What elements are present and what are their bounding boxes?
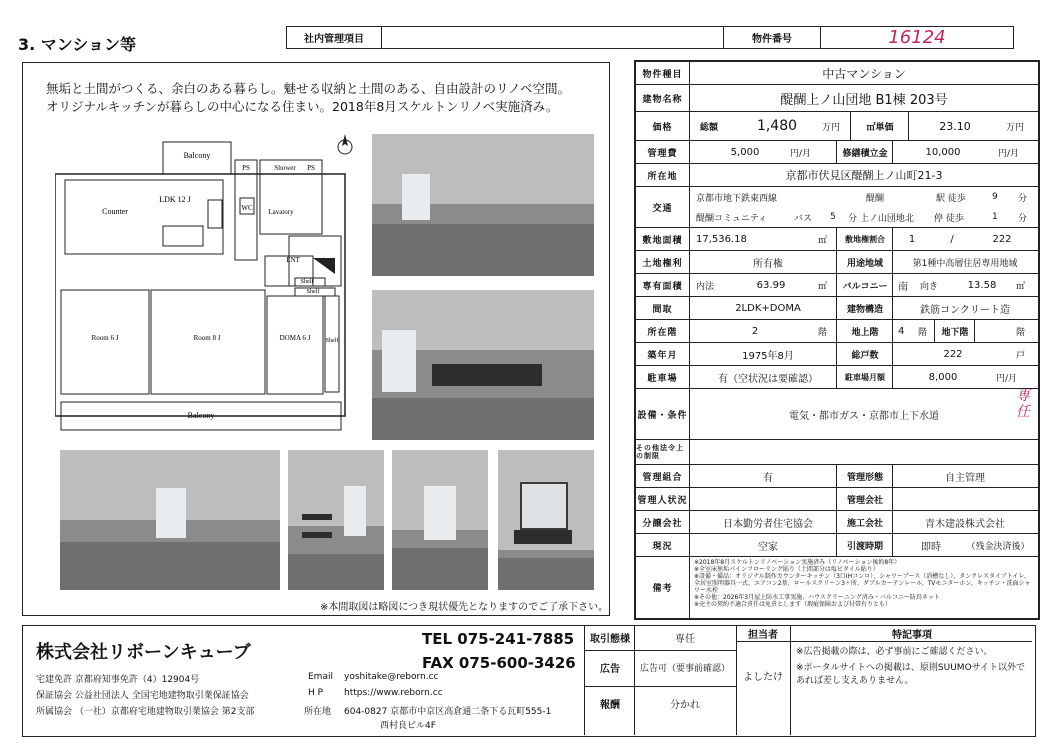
- transport-line2-c: 5: [830, 212, 836, 222]
- row-parking: [636, 366, 1038, 389]
- photo-washroom: [498, 450, 594, 590]
- transport-line1-c: 駅 徒歩: [936, 193, 966, 204]
- association-label: 管理組合: [636, 465, 690, 487]
- remarks-list: [690, 557, 1038, 618]
- description-line: 無垢と土間がつくる、余白のある暮らし。魅せる収納と土間のある、自由設計のリノベ空間。: [46, 81, 571, 96]
- structure-value: 鉄筋コンクリート造: [920, 304, 1010, 316]
- land-value: 所有権: [753, 258, 783, 270]
- balcony-label: バルコニー: [842, 281, 888, 292]
- ps2-label: PS: [307, 164, 315, 172]
- fee-value: 分かれ: [670, 699, 700, 711]
- wc-label: WC: [241, 204, 253, 212]
- land-label: 土地権利: [636, 251, 690, 273]
- parking-label: 駐車場: [636, 366, 690, 388]
- area-label: 専有面積: [636, 274, 690, 296]
- ad-label: 広告: [600, 663, 620, 675]
- handover-note: （残金決済後）: [966, 541, 1030, 552]
- transport-line1-d: 9: [992, 192, 998, 202]
- row-price: [636, 112, 1038, 141]
- handover-value: 即時: [921, 541, 941, 553]
- row-transport: [636, 187, 1038, 228]
- tsubo-label: ㎡単価: [866, 122, 894, 133]
- site-label: 敷地面積: [636, 228, 690, 250]
- remark-line: ※設備・備品：オリジナル制作カウンターキッチン（3口IHコンロ）、シャワーブース（浴槽なし）、タンクレスタイプトイレ、全居室照明器具一式、エアコン2基、ロールスクリーン3ヶ所、ダブルカーテンレール、TVモニターホン、キッチン・洗面シャワー水栓: [694, 573, 1031, 594]
- fax: FAX 075-600-3426: [422, 654, 576, 672]
- shower-label: Shower: [274, 164, 296, 172]
- shelf-1-label: Shelf: [300, 279, 314, 285]
- photo-shelf: [288, 450, 384, 590]
- property-number-label: 物件番号: [724, 27, 821, 48]
- units-label: 総戸数: [851, 350, 879, 361]
- row-management: [636, 141, 1038, 164]
- internal-label: 社内管理項目: [287, 27, 382, 48]
- mgmt-label: 管理費: [636, 141, 690, 163]
- transport-line2-g: 分: [1018, 213, 1028, 224]
- transport-line2-f: 1: [992, 212, 998, 222]
- photo-living-room: [372, 134, 594, 276]
- manager-label: 管理人状況: [636, 488, 690, 510]
- remark-line: ※2018年8月スケルトンリノベーション実施済み（リノベーション後約8年）: [694, 559, 901, 566]
- transport-line1-a: 京都市地下鉄東西線: [696, 193, 778, 204]
- remarks-label: 備考: [636, 557, 690, 618]
- special-label: 特記事項: [892, 629, 932, 641]
- balcony-direction: 南: [898, 281, 908, 293]
- name-value: 醍醐上ノ山団地 B1棟 203号: [780, 92, 948, 108]
- transport-line1-e: 分: [1018, 193, 1028, 204]
- transport-line1-b: 醍醐: [866, 193, 885, 204]
- transport-line2-b: バス: [794, 213, 813, 224]
- ad-value: 広告可（要事前確認）: [639, 663, 730, 674]
- transport-label: 交通: [636, 187, 690, 227]
- row-address: [636, 164, 1038, 187]
- form-label: 管理形態: [846, 472, 883, 483]
- management-company-label: 管理会社: [846, 495, 883, 506]
- row-other-regulations: [636, 440, 1038, 465]
- section-title: 3. マンション等: [18, 35, 137, 54]
- transport-line2-d: 分 上ノ山団地北: [848, 213, 914, 224]
- handwritten-side-note: 専任: [1016, 388, 1030, 420]
- row-name: [636, 85, 1038, 112]
- special-line: ※広告掲載の際は、必ず事前にご確認ください。: [796, 647, 993, 657]
- internal-value: [382, 27, 724, 48]
- floorplan-note: ※本間取図は略図につき現状優先となりますのでご了承下さい。: [320, 602, 609, 613]
- description: [46, 80, 606, 116]
- repair-unit: 円/月: [998, 148, 1020, 159]
- form-value: 自主管理: [945, 472, 985, 484]
- facilities-label: 設備・条件: [636, 389, 690, 439]
- status-value: 空家: [758, 541, 778, 553]
- deal-value: 専任: [675, 633, 695, 645]
- special-line: ※ポータルサイトへの掲載は、原則SUUMOサイト以外であれば差し支えありません。: [796, 663, 1026, 686]
- floor-value: 2: [751, 325, 759, 337]
- room-8-label: Room 8 J: [193, 334, 221, 342]
- balcony-direction-suffix: 向き: [920, 281, 939, 292]
- row-remarks: [636, 557, 1038, 618]
- ps-label: PS: [242, 164, 250, 172]
- share-label: 敷地権割合: [845, 234, 885, 244]
- shelf-3-label: Shelf: [325, 338, 339, 344]
- parking-fee-label: 駐車場月額: [845, 372, 885, 382]
- other-label: その他法令上の制限: [636, 440, 690, 464]
- seller-label: 分譲会社: [636, 511, 690, 533]
- transport-line2-a: 醍醐コミュニティ: [696, 213, 768, 224]
- tel: TEL 075-241-7885: [422, 630, 575, 648]
- row-kind: [636, 62, 1038, 85]
- remark-line: ※全室床無垢パインフローリング貼り（土間部分は塩ビタイル貼り）: [694, 566, 879, 573]
- zone-value: 第1種中高層住居専用地域: [912, 258, 1018, 269]
- kind-value: 中古マンション: [822, 66, 906, 81]
- share-value-b: /: [950, 233, 954, 245]
- photo-window-room: [392, 450, 488, 590]
- member-association: 所属協会 （一社）京都府宅地建物取引業協会 第2支部: [36, 707, 255, 717]
- row-status: [636, 534, 1038, 557]
- status-label: 現況: [636, 534, 690, 556]
- row-area: [636, 274, 1038, 297]
- total-value: 1,480: [756, 118, 798, 134]
- person-value: よしたけ: [743, 671, 783, 683]
- repair-value: 10,000: [925, 146, 961, 158]
- internal-management-bar: [286, 26, 1014, 49]
- layout-label: 間取: [636, 297, 690, 319]
- total-unit: 万円: [822, 122, 841, 133]
- row-facilities: [636, 389, 1038, 440]
- row-manager: [636, 488, 1038, 511]
- mgmt-unit: 円/月: [790, 148, 812, 159]
- row-seller: [636, 511, 1038, 534]
- handover-label: 引渡時期: [846, 541, 883, 552]
- built-value: 1975年8月: [742, 350, 794, 362]
- company-name: 株式会社リボーンキューブ: [36, 642, 251, 663]
- area-unit: ㎡: [818, 281, 828, 292]
- transport-line2-e: 停 徒歩: [934, 213, 964, 224]
- property-table: [634, 60, 1040, 620]
- below-label: 地下階: [941, 327, 969, 338]
- association-value: 有: [763, 472, 773, 484]
- site-unit: ㎡: [818, 235, 828, 246]
- share-value-a: 1: [908, 233, 916, 245]
- row-built: [636, 343, 1038, 366]
- guarantee-association: 保証協会 公益社団法人 全国宅地建物取引業保証協会: [36, 691, 249, 701]
- balcony-value: 13.58: [967, 279, 997, 291]
- floor-label: 所在階: [636, 320, 690, 342]
- tsubo-value: 23.10: [939, 119, 971, 133]
- builder-value: 青木建設株式会社: [925, 518, 1005, 530]
- tsubo-unit: 万円: [1006, 122, 1025, 133]
- parking-fee-unit: 円/月: [996, 373, 1018, 384]
- parking-fee-value: 8,000: [928, 371, 958, 383]
- lavatory-label: Lavatory: [268, 208, 294, 216]
- license: 宅建免許 京都府知事免許（4）12904号: [36, 675, 200, 685]
- builder-label: 施工会社: [846, 518, 883, 529]
- seller-value: 日本勤労者住宅協会: [723, 518, 813, 530]
- zone-label: 用途地域: [846, 258, 883, 269]
- floorplan: [55, 136, 355, 436]
- total-label: 総額: [699, 122, 718, 133]
- row-floor: [636, 320, 1038, 343]
- share-value-c: 222: [992, 233, 1012, 245]
- remark-line: ※売主の契約不適合責任は免責とします（瑕疵保険および付帯有りとも）: [694, 601, 892, 608]
- row-land: [636, 251, 1038, 274]
- address-value: 京都市伏見区醍醐上ノ山町21-3: [785, 169, 943, 182]
- doma-label: DOMA 6 J: [279, 334, 311, 342]
- other-value: [690, 440, 1038, 464]
- below-value: [980, 320, 1006, 342]
- balcony-unit: ㎡: [1016, 281, 1026, 292]
- facilities-value: 電気・都市ガス・京都市上下水道: [789, 410, 939, 422]
- area-prefix: 内法: [696, 281, 715, 292]
- units-unit: 戸: [1016, 350, 1026, 361]
- ent-label: ENT: [286, 256, 300, 264]
- address-footer-building: 西村良ビル4F: [380, 721, 436, 731]
- manager-value: [700, 488, 836, 510]
- email[interactable]: yoshitake@reborn.cc: [344, 672, 439, 682]
- floorplan-drawing: [55, 136, 355, 436]
- row-layout: [636, 297, 1038, 320]
- repair-label: 修繕積立金: [842, 148, 888, 159]
- address-label: 所在地: [636, 164, 690, 186]
- shelf-2-label: Shelf: [306, 289, 320, 295]
- floor-unit: 階: [818, 327, 828, 338]
- built-label: 築年月: [636, 343, 690, 365]
- price-label: 価格: [636, 112, 690, 140]
- row-association: [636, 465, 1038, 488]
- address-label-footer: 所在地: [304, 707, 332, 717]
- photo-room-wide: [60, 450, 280, 590]
- hp-label: H P: [308, 688, 324, 698]
- structure-label: 建物構造: [846, 304, 883, 315]
- counter-label: Counter: [102, 207, 128, 216]
- fee-label: 報酬: [600, 699, 620, 711]
- above-label: 地上階: [851, 327, 879, 338]
- units-value: 222: [943, 348, 963, 360]
- balcony-bottom-label: Balcony: [187, 411, 215, 420]
- management-company-value: [894, 488, 1036, 510]
- photo-kitchen: [372, 290, 594, 440]
- row-site: [636, 228, 1038, 251]
- mgmt-value: 5,000: [730, 146, 760, 158]
- site-value: 17,536.18: [696, 233, 747, 245]
- area-value: 63.99: [756, 279, 786, 291]
- balcony-top-label: Balcony: [183, 151, 211, 160]
- property-number-value: 16124: [888, 27, 946, 48]
- above-unit: 階: [918, 327, 928, 338]
- name-label: 建物名称: [636, 85, 690, 111]
- above-value: 4: [898, 325, 905, 337]
- email-label: Email: [308, 672, 333, 682]
- room-6-label: Room 6 J: [91, 334, 119, 342]
- deal-label: 取引態様: [590, 633, 630, 645]
- layout-value: 2LDK+DOMA: [735, 302, 801, 314]
- ldk-label: LDK 12 J: [159, 195, 191, 204]
- parking-value: 有（空状況は要確認）: [718, 373, 818, 385]
- description-line: オリジナルキッチンが暮らしの中心になる住まい。2018年8月スケルトンリノベ実施済み。: [46, 99, 559, 114]
- below-unit: 階: [1016, 327, 1026, 338]
- address-footer: 604-0827 京都市中京区高倉通二条下る瓦町555-1: [344, 707, 552, 717]
- website[interactable]: https://www.reborn.cc: [344, 688, 443, 698]
- kind-label: 物件種目: [636, 62, 690, 84]
- remark-line: ※その他：2026年3月屋上防水工事実施、ハウスクリーニング済み・バルコニー防鳥ネット: [694, 594, 940, 601]
- person-label: 担当者: [748, 629, 778, 641]
